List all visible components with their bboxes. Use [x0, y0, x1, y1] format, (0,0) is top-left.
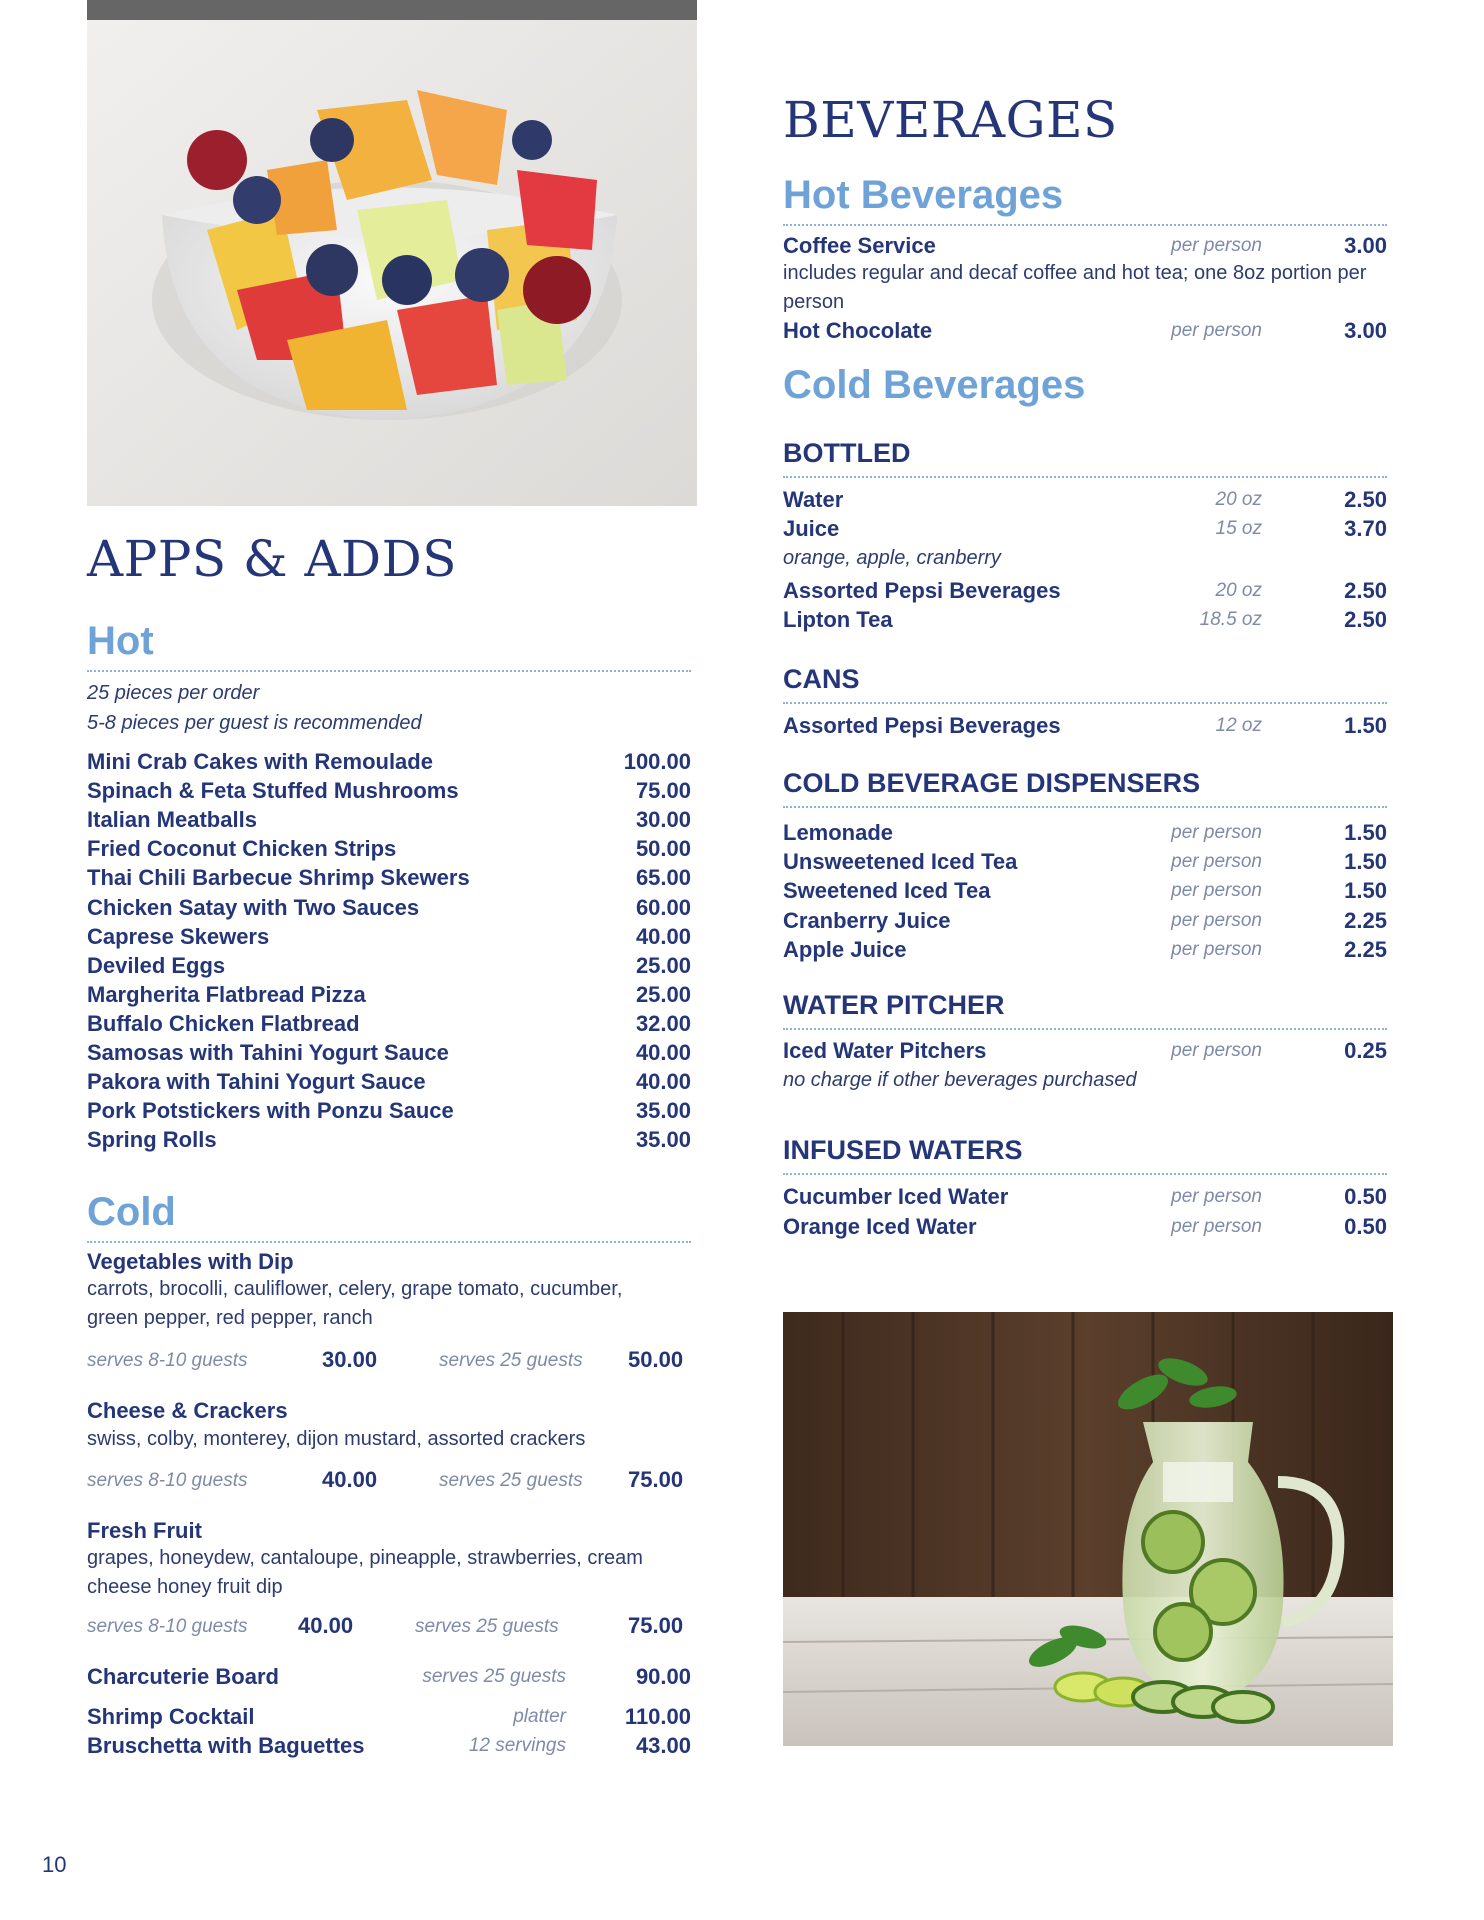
platter-name: Cheese & Crackers — [87, 1398, 288, 1423]
item-name: Iced Water Pitchers — [783, 1038, 987, 1063]
platter-desc: carrots, brocolli, cauliflower, celery, grape tomato, cucumber, green pepper, red pepper, ranch — [87, 1278, 623, 1329]
coffee-service-desc: includes regular and decaf coffee and hot tea; one 8oz portion per person — [783, 262, 1367, 313]
hot-item-row — [87, 1067, 691, 1097]
item-price: 1.50 — [1344, 713, 1387, 738]
platter-vegetables — [87, 1247, 691, 1277]
dispenser-item-row — [783, 935, 1387, 965]
bottled-divider — [783, 476, 1387, 478]
item-unit: 20 oz — [1215, 489, 1262, 510]
coffee-service-row — [783, 231, 1387, 261]
item-price: 90.00 — [635, 1664, 691, 1689]
item-price: 40.00 — [635, 923, 691, 949]
item-price: 100.00 — [623, 749, 691, 774]
platter-cheese — [87, 1396, 691, 1426]
item-price: 2.25 — [1344, 907, 1387, 933]
item-unit: per person — [1171, 1215, 1262, 1237]
hot-item-row — [87, 863, 691, 893]
item-price: 30.00 — [635, 807, 691, 833]
item-name: Margherita Flatbread Pizza — [87, 981, 366, 1007]
infused-waters-heading: INFUSED WATERS — [783, 1135, 1023, 1165]
item-price: 40.00 — [635, 1069, 691, 1095]
iced-water-pitchers-row — [783, 1036, 1387, 1066]
item-price: 2.25 — [1344, 936, 1387, 962]
pitcher-note: no charge if other beverages purchased — [783, 1069, 1137, 1091]
item-price: 35.00 — [635, 1127, 691, 1153]
item-name: Caprese Skewers — [87, 923, 270, 949]
dispenser-item-row — [783, 876, 1387, 906]
platter-name: Vegetables with Dip — [87, 1249, 294, 1274]
item-price: 35.00 — [635, 1098, 691, 1124]
item-name: Cucumber Iced Water — [783, 1184, 1009, 1209]
item-name: Fried Coconut Chicken Strips — [87, 836, 397, 862]
item-name: Lipton Tea — [783, 607, 893, 632]
price-large: 75.00 — [628, 1613, 684, 1638]
item-name: Italian Meatballs — [87, 807, 257, 833]
bottled-water-row — [783, 485, 1387, 515]
item-unit: per person — [1171, 938, 1262, 960]
hot-item-row — [87, 805, 691, 835]
serving-size-small: serves 8-10 guests — [87, 1616, 248, 1637]
item-unit: per person — [1171, 1186, 1262, 1207]
item-name: Buffalo Chicken Flatbread — [87, 1010, 360, 1036]
hot-divider — [87, 670, 691, 672]
item-unit: per person — [1171, 1040, 1262, 1061]
hot-chocolate-row — [783, 316, 1387, 346]
serving-size-small: serves 8-10 guests — [87, 1470, 248, 1491]
serving-size-large: serves 25 guests — [439, 1470, 583, 1491]
hot-item-row — [87, 747, 691, 777]
dispensers-heading: COLD BEVERAGE DISPENSERS — [783, 768, 1201, 798]
fruit-bowl-photo — [87, 0, 697, 506]
hot-note-pieces: 25 pieces per order — [87, 682, 260, 704]
item-unit: per person — [1171, 235, 1262, 256]
item-name: Coffee Service — [783, 233, 936, 258]
item-price: 1.50 — [1344, 849, 1387, 875]
item-price: 40.00 — [635, 1040, 691, 1065]
item-name: Charcuterie Board — [87, 1664, 279, 1689]
item-name: Apple Juice — [783, 936, 907, 962]
hot-item-row — [87, 1096, 691, 1126]
infused-item-row — [783, 1182, 1387, 1212]
item-name: Juice — [783, 516, 840, 541]
item-unit: 18.5 oz — [1199, 609, 1262, 630]
item-name: Shrimp Cocktail — [87, 1704, 255, 1729]
dispenser-item-row — [783, 818, 1387, 848]
item-unit: 20 oz — [1215, 580, 1262, 601]
hot-item-row — [87, 776, 691, 806]
item-unit: per person — [1171, 822, 1262, 843]
dispenser-item-row — [783, 906, 1387, 936]
item-name: Sweetened Iced Tea — [783, 878, 991, 904]
cold-heading: Cold — [87, 1190, 176, 1234]
item-price: 110.00 — [624, 1704, 691, 1729]
price-large: 75.00 — [628, 1467, 684, 1492]
item-price: 3.70 — [1344, 516, 1387, 541]
item-name: Spinach & Feta Stuffed Mushrooms — [87, 778, 459, 804]
hot-beverages-divider — [783, 224, 1387, 226]
water-pitcher-heading: WATER PITCHER — [783, 990, 1005, 1020]
platter-desc: swiss, colby, monterey, dijon mustard, assorted crackers — [87, 1428, 586, 1450]
beverages-title: BEVERAGES — [783, 91, 1118, 149]
cans-pepsi-row — [783, 711, 1387, 741]
dispensers-divider — [783, 806, 1387, 808]
hot-item-row — [87, 980, 691, 1010]
cans-heading: CANS — [783, 664, 860, 694]
item-unit: per person — [1171, 851, 1262, 873]
item-price: 1.50 — [1344, 878, 1387, 904]
serving-size-large: serves 25 guests — [415, 1616, 559, 1637]
item-price: 75.00 — [635, 778, 691, 804]
item-unit: 15 oz — [1215, 518, 1262, 539]
page-number: 10 — [42, 1852, 67, 1877]
item-name: Thai Chili Barbecue Shrimp Skewers — [87, 865, 470, 891]
platter-fruit — [87, 1516, 691, 1546]
item-unit: per person — [1171, 880, 1262, 902]
item-price: 1.50 — [1344, 820, 1387, 845]
price-large: 50.00 — [628, 1347, 684, 1372]
infused-waters-divider — [783, 1173, 1387, 1175]
serving-size-large: serves 25 guests — [439, 1350, 583, 1371]
cold-item-bruschetta — [87, 1731, 691, 1761]
item-unit: 12 oz — [1215, 715, 1262, 736]
item-name: Mini Crab Cakes with Remoulade — [87, 749, 433, 774]
item-price: 65.00 — [635, 865, 691, 891]
bottled-pepsi-row — [783, 576, 1387, 606]
price-small: 30.00 — [322, 1347, 378, 1372]
apps-title: APPS & ADDS — [87, 530, 457, 588]
item-name: Unsweetened Iced Tea — [783, 849, 1018, 875]
item-price: 25.00 — [635, 981, 691, 1007]
item-price: 2.50 — [1344, 607, 1387, 632]
cucumber-water-photo — [783, 1312, 1393, 1746]
item-name: Cranberry Juice — [783, 907, 951, 933]
item-name: Hot Chocolate — [783, 318, 933, 343]
item-price: 0.50 — [1344, 1213, 1387, 1239]
cans-divider — [783, 702, 1387, 704]
water-pitcher-divider — [783, 1028, 1387, 1030]
bottled-heading: BOTTLED — [783, 438, 911, 468]
cold-item-shrimp — [87, 1702, 691, 1732]
item-price: 60.00 — [635, 894, 691, 920]
item-price: 3.00 — [1344, 318, 1387, 343]
dispenser-item-row — [783, 847, 1387, 877]
item-name: Pork Potstickers with Ponzu Sauce — [87, 1098, 454, 1124]
infused-item-row — [783, 1212, 1387, 1242]
serving-size-small: serves 8-10 guests — [87, 1350, 248, 1371]
item-name: Bruschetta with Baguettes — [87, 1733, 365, 1758]
item-price: 3.00 — [1344, 233, 1387, 258]
cold-item-charcuterie — [87, 1662, 691, 1692]
cold-beverages-heading: Cold Beverages — [783, 363, 1086, 407]
hot-beverages-heading: Hot Beverages — [783, 173, 1064, 217]
hot-item-row — [87, 834, 691, 864]
item-price: 25.00 — [635, 952, 691, 978]
bottled-lipton-row — [783, 605, 1387, 635]
item-name: Water — [783, 487, 844, 512]
hot-item-row — [87, 922, 691, 952]
item-price: 0.25 — [1344, 1038, 1387, 1063]
cold-divider — [87, 1241, 691, 1243]
hot-note-recommended: 5-8 pieces per guest is recommended — [87, 712, 422, 734]
hot-item-row — [87, 1038, 691, 1068]
item-name: Lemonade — [783, 820, 894, 845]
item-name: Deviled Eggs — [87, 952, 226, 978]
item-unit: platter — [513, 1706, 566, 1727]
item-unit: serves 25 guests — [422, 1666, 566, 1687]
item-unit: per person — [1171, 909, 1262, 931]
item-price: 32.00 — [635, 1010, 691, 1036]
item-price: 0.50 — [1344, 1184, 1387, 1209]
hot-heading: Hot — [87, 619, 154, 663]
item-price: 2.50 — [1344, 487, 1387, 512]
price-small: 40.00 — [298, 1613, 354, 1638]
item-name: Chicken Satay with Two Sauces — [87, 894, 420, 920]
item-price: 2.50 — [1344, 578, 1387, 603]
platter-desc: grapes, honeydew, cantaloupe, pineapple, strawberries, cream cheese honey fruit dip — [87, 1547, 643, 1598]
juice-flavors-note: orange, apple, cranberry — [783, 547, 1001, 569]
hot-item-row — [87, 951, 691, 981]
item-name: Pakora with Tahini Yogurt Sauce — [87, 1069, 426, 1095]
platter-name: Fresh Fruit — [87, 1518, 202, 1543]
item-name: Assorted Pepsi Beverages — [783, 713, 1061, 738]
item-unit: per person — [1171, 320, 1262, 341]
item-price: 50.00 — [635, 836, 691, 862]
item-unit: 12 servings — [468, 1735, 566, 1756]
hot-item-row — [87, 1009, 691, 1039]
item-name: Assorted Pepsi Beverages — [783, 578, 1061, 603]
item-name: Spring Rolls — [87, 1127, 217, 1153]
hot-item-row — [87, 1125, 691, 1155]
item-name: Samosas with Tahini Yogurt Sauce — [87, 1040, 449, 1065]
item-name: Orange Iced Water — [783, 1213, 977, 1239]
item-price: 43.00 — [635, 1733, 691, 1758]
bottled-juice-row — [783, 514, 1387, 544]
hot-item-row — [87, 893, 691, 923]
price-small: 40.00 — [322, 1467, 378, 1492]
